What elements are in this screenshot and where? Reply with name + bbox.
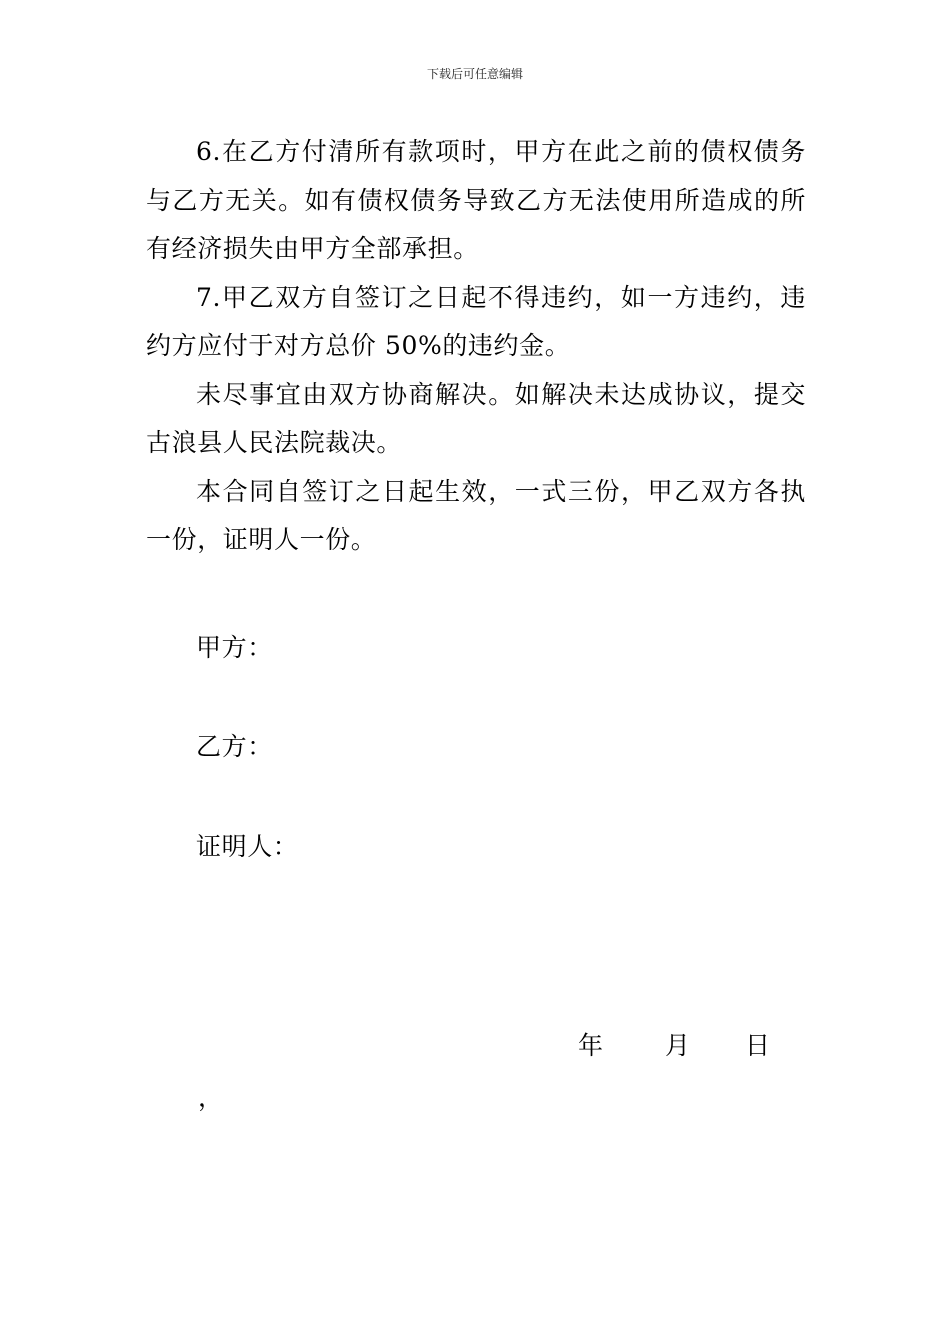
effectiveness-clause: 本合同自签订之日起生效，一式三份，甲乙双方各执一份，证明人一份。 — [146, 476, 806, 554]
date-month-label: 月 — [665, 1031, 691, 1060]
clause-6: 6.在乙方付清所有款项时，甲方在此之前的债权债务与乙方无关。如有债权债务导致乙方无法使用所造成的所有经济损失由甲方全部承担。 — [146, 137, 806, 263]
date-year-label: 年 — [578, 1031, 604, 1060]
party-b-signature-label: 乙方： — [196, 732, 273, 761]
dispute-clause: 未尽事宜由双方协商解决。如解决未达成协议，提交古浪县人民法院裁决。 — [146, 379, 806, 457]
party-a-signature-label: 甲方： — [196, 633, 273, 662]
contract-body — [146, 128, 806, 565]
clause-7: 7.甲乙双方自签订之日起不得违约，如一方违约，违约方应付于对方总价 50%的违约金。 — [146, 282, 806, 360]
header-note: 下载后可任意编辑 — [426, 67, 523, 81]
witness-signature-label: 证明人： — [196, 832, 299, 861]
stray-comma: ， — [198, 1083, 224, 1112]
date-day-label: 日 — [745, 1031, 771, 1060]
